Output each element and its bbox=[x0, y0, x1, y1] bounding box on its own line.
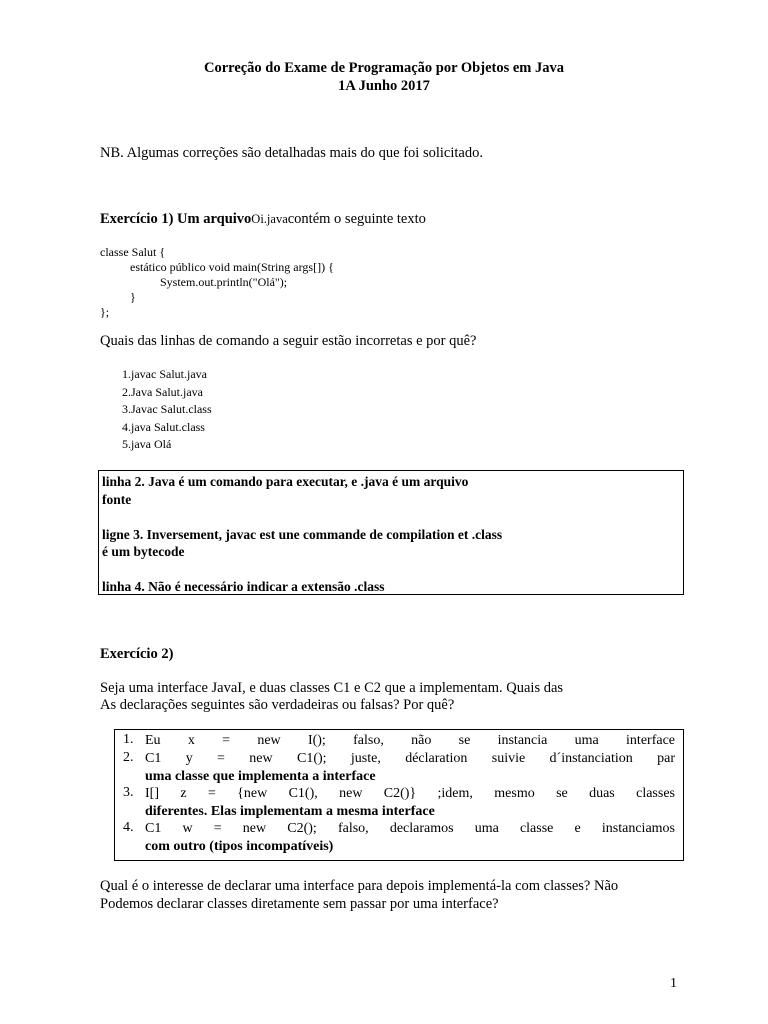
exercise2-answer-box bbox=[114, 729, 684, 861]
answer-line: fonte bbox=[102, 491, 132, 507]
list-item bbox=[123, 785, 675, 820]
exercise1-filename: Oi.java bbox=[251, 212, 288, 226]
exercise2-question: Podemos declarar classes diretamente sem passar por uma interface? bbox=[100, 896, 499, 912]
list-item: 4.java Salut.class bbox=[122, 419, 205, 434]
item-continuation: diferentes. Elas implementam a mesma interface bbox=[145, 804, 435, 819]
item-number: 1. bbox=[123, 732, 134, 747]
exercise2-intro: As declarações seguintes são verdadeiras ou falsas? Por quê? bbox=[100, 697, 455, 713]
item-number: 3. bbox=[123, 785, 134, 800]
list-item: 3.Javac Salut.class bbox=[122, 402, 212, 417]
list-item bbox=[123, 732, 675, 750]
exercise1-heading bbox=[100, 211, 426, 228]
answer-line: é um bytecode bbox=[102, 544, 185, 559]
list-item: 2.Java Salut.java bbox=[122, 384, 203, 399]
item-text: C1 y = new C1(); juste, déclaration suivie d´instanciation par bbox=[145, 751, 675, 766]
list-item bbox=[123, 750, 675, 785]
exercise1-question: Quais das linhas de comando a seguir estão incorretas e por quê? bbox=[100, 333, 477, 349]
item-continuation: com outro (tipos incompatíveis) bbox=[145, 839, 334, 854]
item-continuation: uma classe que implementa a interface bbox=[145, 769, 376, 784]
answer-line: linha 4. Não é necessário indicar a extensão .class bbox=[102, 579, 385, 594]
nb-note: NB. Algumas correções são detalhadas mais do que foi solicitado. bbox=[100, 145, 483, 161]
list-item: 1.javac Salut.java bbox=[122, 367, 207, 381]
exercise2-heading: Exercício 2) bbox=[100, 646, 174, 662]
exercise2-question: Qual é o interesse de declarar uma interface para depois implementá-la com classes? Não bbox=[100, 878, 619, 894]
item-text: Eu x = new I(); falso, não se instancia uma interface bbox=[145, 733, 675, 748]
document-date: 1A Junho 2017 bbox=[338, 78, 430, 94]
exercise1-heading-rest: contém o seguinte texto bbox=[287, 211, 426, 227]
item-text: C1 w = new C2(); falso, declaramos uma classe e instanciamos bbox=[145, 821, 675, 836]
answer-line: ligne 3. Inversement, javac est une commande de compilation et .class bbox=[102, 526, 503, 542]
answer-line: linha 2. Java é um comando para executar, e .java é um arquivo bbox=[102, 474, 469, 489]
exercise2-intro: Seja uma interface JavaI, e duas classes C1 e C2 que a implementam. Quais das bbox=[100, 680, 564, 696]
document-title: Correção do Exame de Programação por Objetos em Java bbox=[203, 60, 564, 76]
list-item: 5.java Olá bbox=[122, 437, 172, 452]
item-text: I[] z = {new C1(), new C2()} ;idem, mesmo se duas classes bbox=[145, 786, 675, 801]
exercise1-answer-box bbox=[98, 470, 684, 595]
exercise1-heading-bold: Exercício 1) Um arquivo bbox=[100, 211, 252, 227]
exercise1-code: classe Salut { estático público void main(String args[]) { System.out.println("Olá"); } }; bbox=[100, 245, 334, 319]
list-item bbox=[123, 820, 675, 855]
item-number: 4. bbox=[123, 820, 134, 835]
item-number: 2. bbox=[123, 750, 134, 765]
page-number: 1 bbox=[670, 976, 677, 991]
command-list bbox=[122, 366, 212, 454]
